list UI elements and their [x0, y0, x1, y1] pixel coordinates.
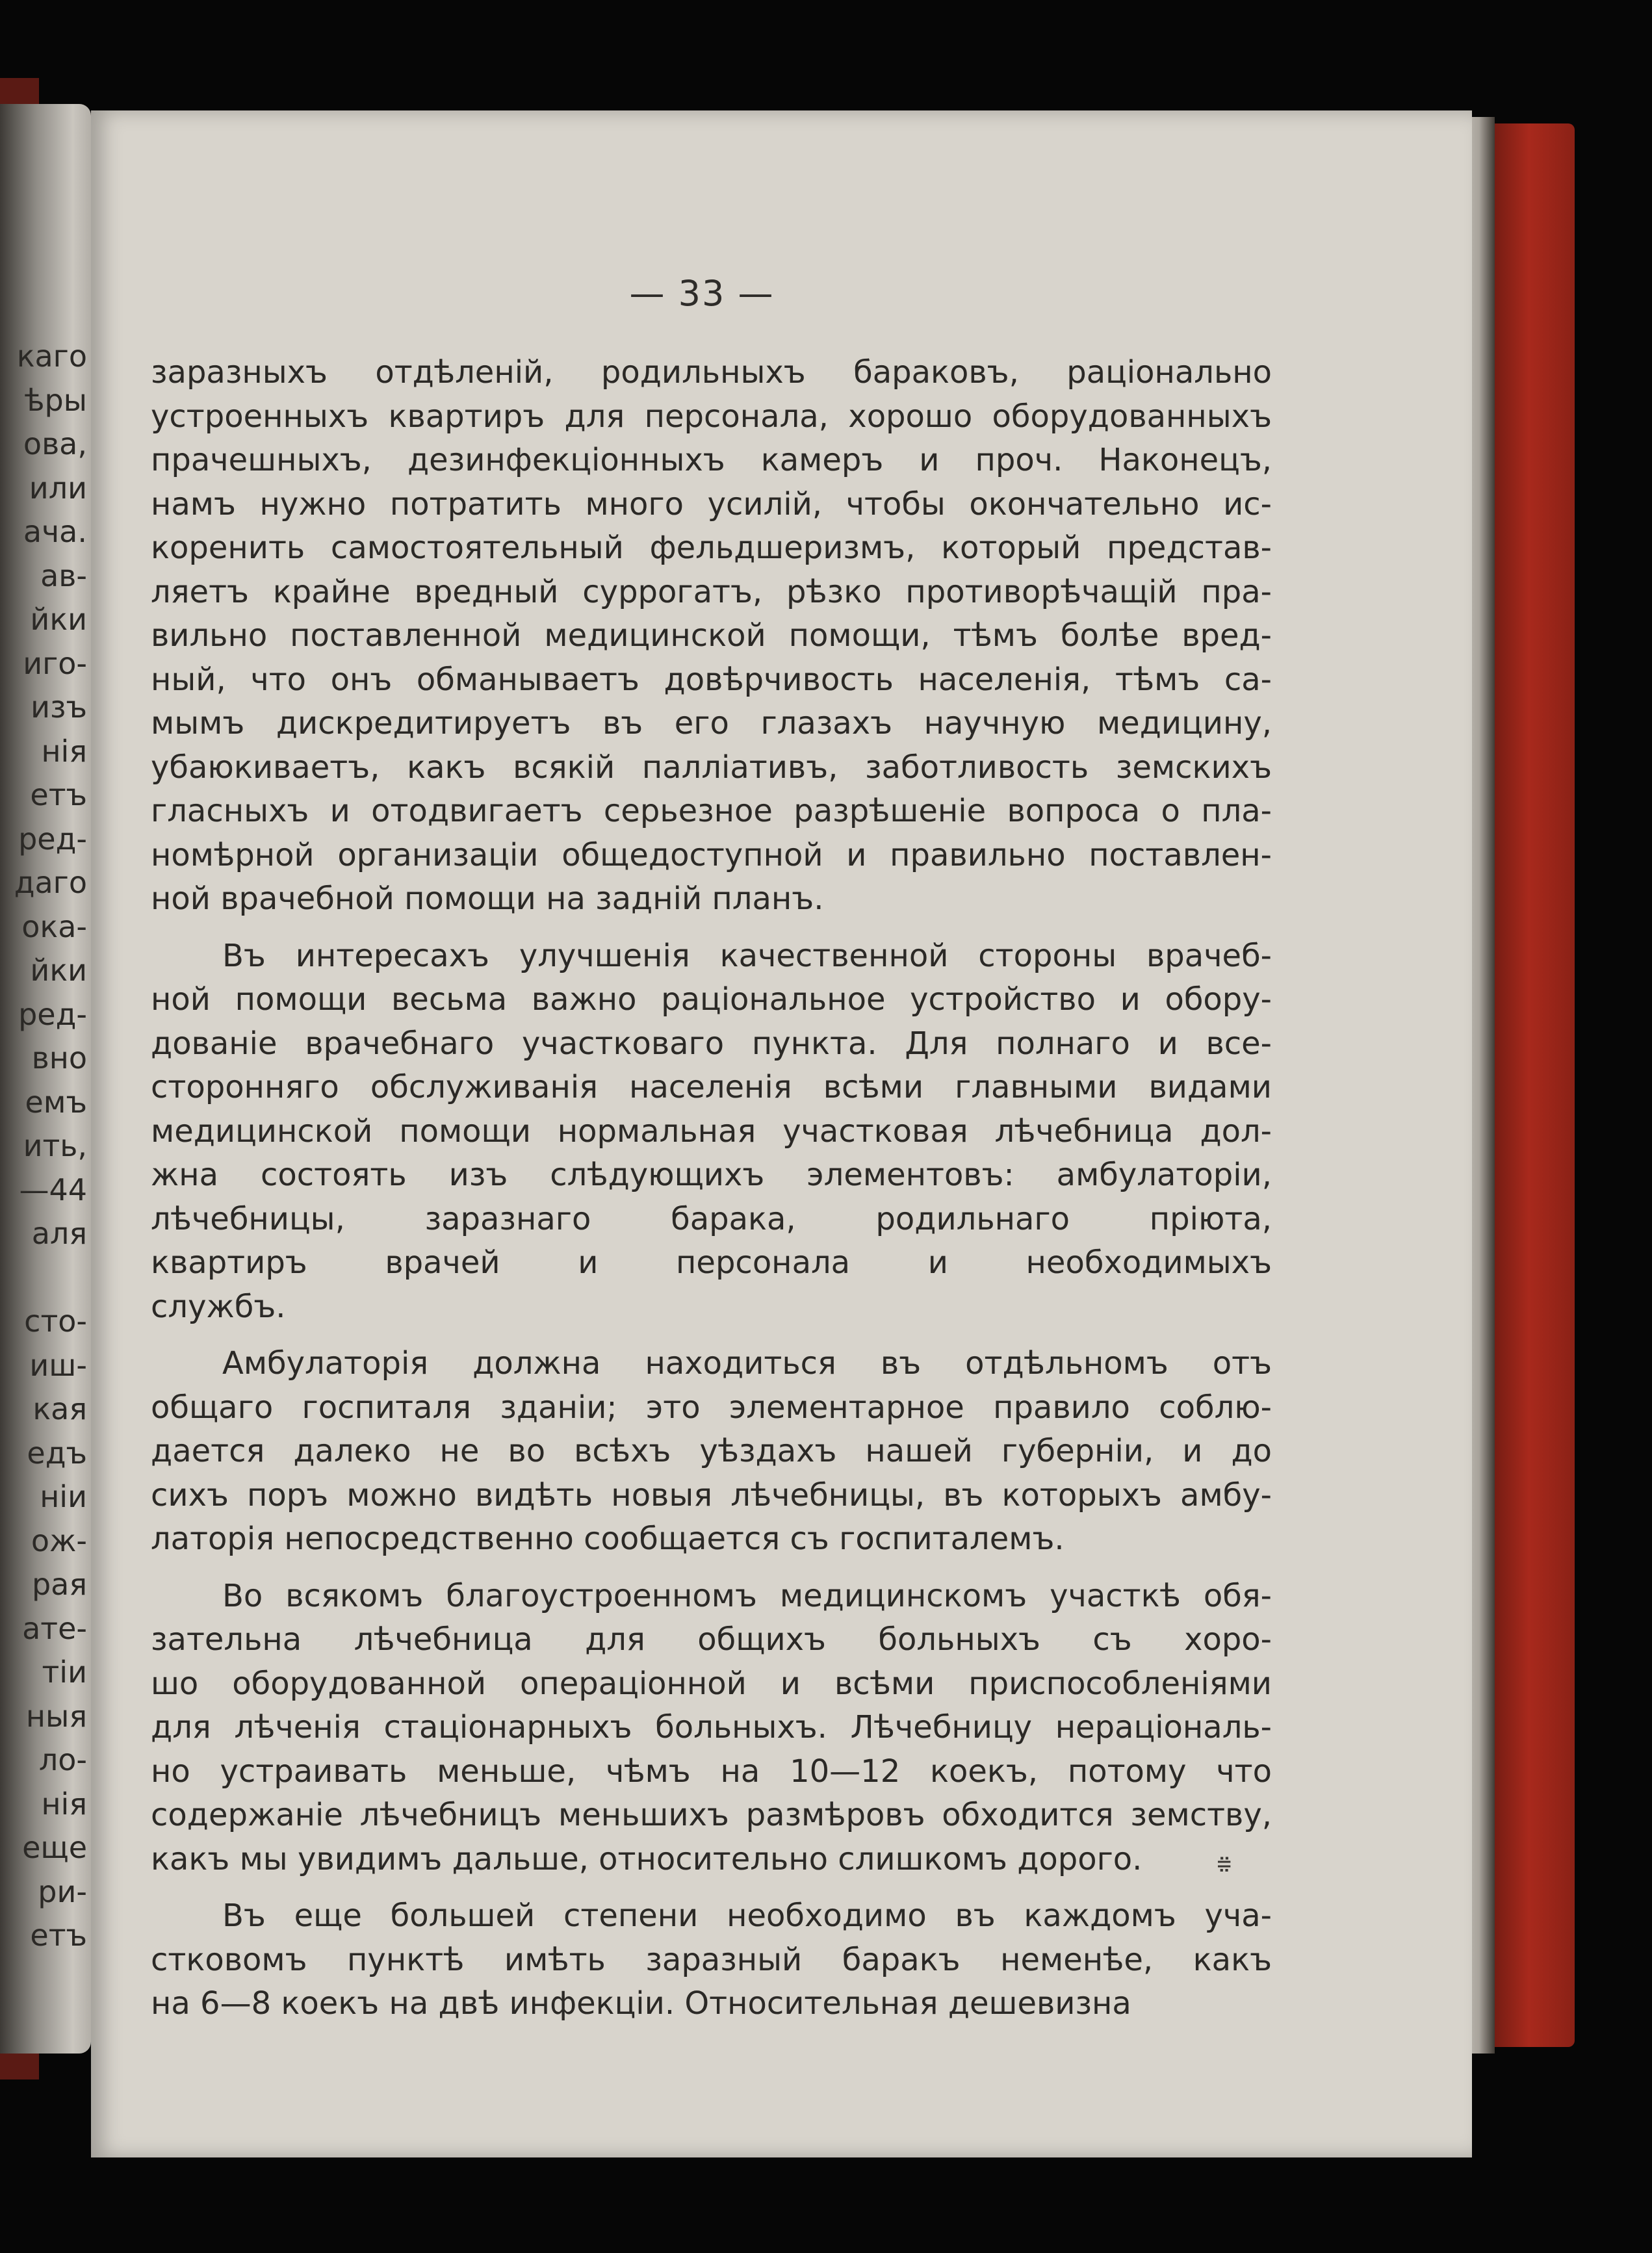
- left-page-fragment: ока-: [21, 908, 87, 944]
- text-line: для лѣченія стаціонарныхъ больныхъ. Лѣчебницу нераціональ-: [151, 1709, 1272, 1745]
- page-number: — 33 —: [629, 273, 775, 314]
- paragraph: [151, 1575, 1272, 1882]
- left-page-fragment: иш-: [29, 1347, 87, 1383]
- text-line: дованіе врачебнаго участковаго пункта. Для полнаго и все-: [151, 1025, 1272, 1062]
- text-line: заразныхъ отдѣленій, родильныхъ бараковъ, раціонально: [151, 354, 1272, 391]
- page-body-text: [151, 351, 1272, 2026]
- text-line: прачешныхъ, дезинфекціонныхъ камеръ и проч. Наконецъ,: [151, 442, 1272, 478]
- text-line: лѣчебницы, заразнаго барака, родильнаго пріюта,: [151, 1200, 1272, 1237]
- line-end-ornament: ⩷: [1217, 1847, 1232, 1877]
- left-page-fragment: рая: [31, 1567, 87, 1602]
- left-page-fragment: ред-: [18, 821, 87, 856]
- text-line: службъ.: [151, 1288, 286, 1325]
- text-line: устроенныхъ квартиръ для персонала, хорошо оборудованныхъ: [151, 398, 1272, 435]
- left-page-fragment: сто-: [24, 1304, 87, 1339]
- left-page-fragment: емъ: [25, 1084, 87, 1120]
- paragraph: [151, 1342, 1272, 1562]
- left-page-fragment: [0, 1256, 87, 1300]
- text-line: содержаніе лѣчебницъ меньшихъ размѣровъ обходится земству,: [151, 1797, 1272, 1833]
- text-line: медицинской помощи нормальная участковая лѣчебница дол-: [151, 1113, 1272, 1150]
- left-page-fragment: каго: [16, 339, 87, 374]
- left-page-edge: [0, 104, 91, 2053]
- text-line: на 6—8 коекъ на двѣ инфекціи. Относительная дешевизна: [151, 1985, 1131, 2022]
- left-page-fragment: ова,: [23, 426, 87, 461]
- left-page-fragment: даго: [14, 865, 87, 900]
- left-page-fragment: ѣры: [24, 382, 87, 418]
- text-line: зательна лѣчебница для общихъ больныхъ съ хоро-: [151, 1621, 1272, 1658]
- text-line: шо оборудованной операціонной и всѣми приспособленіями: [151, 1665, 1272, 1702]
- text-line: какъ мы увидимъ дальше, относительно слишкомъ дорого.: [151, 1840, 1142, 1877]
- left-page-fragment: ав-: [40, 558, 87, 593]
- left-page-fragment: ить,: [23, 1128, 87, 1163]
- text-line: ный, что онъ обманываетъ довѣрчивость населенія, тѣмъ са-: [151, 661, 1272, 698]
- text-line: Амбулаторія должна находиться въ отдѣльномъ отъ: [222, 1345, 1272, 1382]
- left-page-fragment: нія: [41, 1786, 87, 1822]
- text-line: убаюкиваетъ, какъ всякій паллiативъ, заботливость земскихъ: [151, 749, 1272, 786]
- left-page-fragment: аля: [31, 1216, 87, 1251]
- left-page-fragment: ло-: [38, 1742, 87, 1777]
- text-line: намъ нужно потратить много усилій, чтобы окончательно ис-: [151, 485, 1272, 522]
- text-line: дается далеко не во всѣхъ уѣздахъ нашей губерніи, и до: [151, 1433, 1272, 1469]
- left-page-fragment: ача.: [23, 514, 87, 549]
- text-line: сихъ поръ можно видѣть новыя лѣчебницы, въ которыхъ амбу-: [151, 1476, 1272, 1513]
- text-line: Въ еще большей степени необходимо въ каждомъ уча-: [222, 1898, 1272, 1934]
- left-page-fragment: ож-: [31, 1523, 87, 1558]
- paragraph: [151, 1894, 1272, 2026]
- text-line: латорія непосредственно сообщается съ госпиталемъ.: [151, 1521, 1065, 1557]
- left-page-fragment: нія: [41, 733, 87, 769]
- text-line: но устраивать меньше, чѣмъ на 10—12 коекъ, потому что: [151, 1753, 1272, 1790]
- left-page-fragment: иго-: [23, 645, 87, 681]
- left-page-fragment: едъ: [27, 1435, 87, 1471]
- left-page-text-fragments: [0, 335, 87, 1958]
- text-line: вильно поставленной медицинской помощи, тѣмъ болѣе вред-: [151, 617, 1272, 654]
- text-line: гласныхъ и отодвигаетъ серьезное разрѣшеніе вопроса о пла-: [151, 793, 1272, 829]
- text-line: ляетъ крайне вредный суррогатъ, рѣзко противорѣчащій пра-: [151, 573, 1272, 610]
- left-page-fragment: ніи: [40, 1479, 87, 1514]
- left-page-fragment: етъ: [30, 777, 87, 812]
- text-line: жна состоять изъ слѣдующихъ элементовъ: амбулаторіи,: [151, 1157, 1272, 1193]
- left-page-fragment: ред-: [18, 996, 87, 1032]
- left-page-fragment: кая: [32, 1391, 87, 1426]
- left-page-fragment: изъ: [31, 689, 87, 725]
- text-line: ной врачебной помощи на задній планъ.: [151, 881, 824, 917]
- left-page-fragment: ри-: [38, 1873, 87, 1909]
- left-page-fragment: ныя: [25, 1698, 87, 1734]
- text-line: коренить самостоятельный фельдшеризмъ, который представ-: [151, 530, 1272, 566]
- left-page-fragment: етъ: [30, 1918, 87, 1953]
- left-page-fragment: ате-: [22, 1610, 87, 1646]
- left-page-fragment: или: [29, 470, 87, 506]
- left-page-fragment: йки: [30, 602, 87, 637]
- text-line: сторонняго обслуживанія населенія всѣми главными видами: [151, 1069, 1272, 1105]
- paragraph: [151, 934, 1272, 1330]
- text-line: общаго госпиталя зданіи; это элементарное правило соблю-: [151, 1389, 1272, 1426]
- text-line: ной помощи весьма важно раціональное устройство и обору-: [151, 981, 1272, 1018]
- text-line: мымъ дискредитируетъ въ его глазахъ научную медицину,: [151, 705, 1272, 741]
- text-line: стковомъ пунктѣ имѣть заразный баракъ неменѣе, какъ: [151, 1941, 1272, 1978]
- left-page-fragment: —44: [19, 1172, 87, 1207]
- text-line: квартиръ врачей и персонала и необходимыхъ: [151, 1244, 1272, 1281]
- left-page-fragment: еще: [22, 1830, 87, 1865]
- paragraph: [151, 351, 1272, 921]
- left-page-fragment: тіи: [42, 1654, 87, 1690]
- text-line: номѣрной организаціи общедоступной и правильно поставлен-: [151, 836, 1272, 873]
- left-page-fragment: вно: [31, 1040, 87, 1075]
- text-line: Въ интересахъ улучшенія качественной стороны врачеб-: [222, 937, 1272, 974]
- text-line: Во всякомъ благоустроенномъ медицинскомъ участкѣ обя-: [222, 1577, 1272, 1614]
- left-page-fragment: йки: [30, 953, 87, 988]
